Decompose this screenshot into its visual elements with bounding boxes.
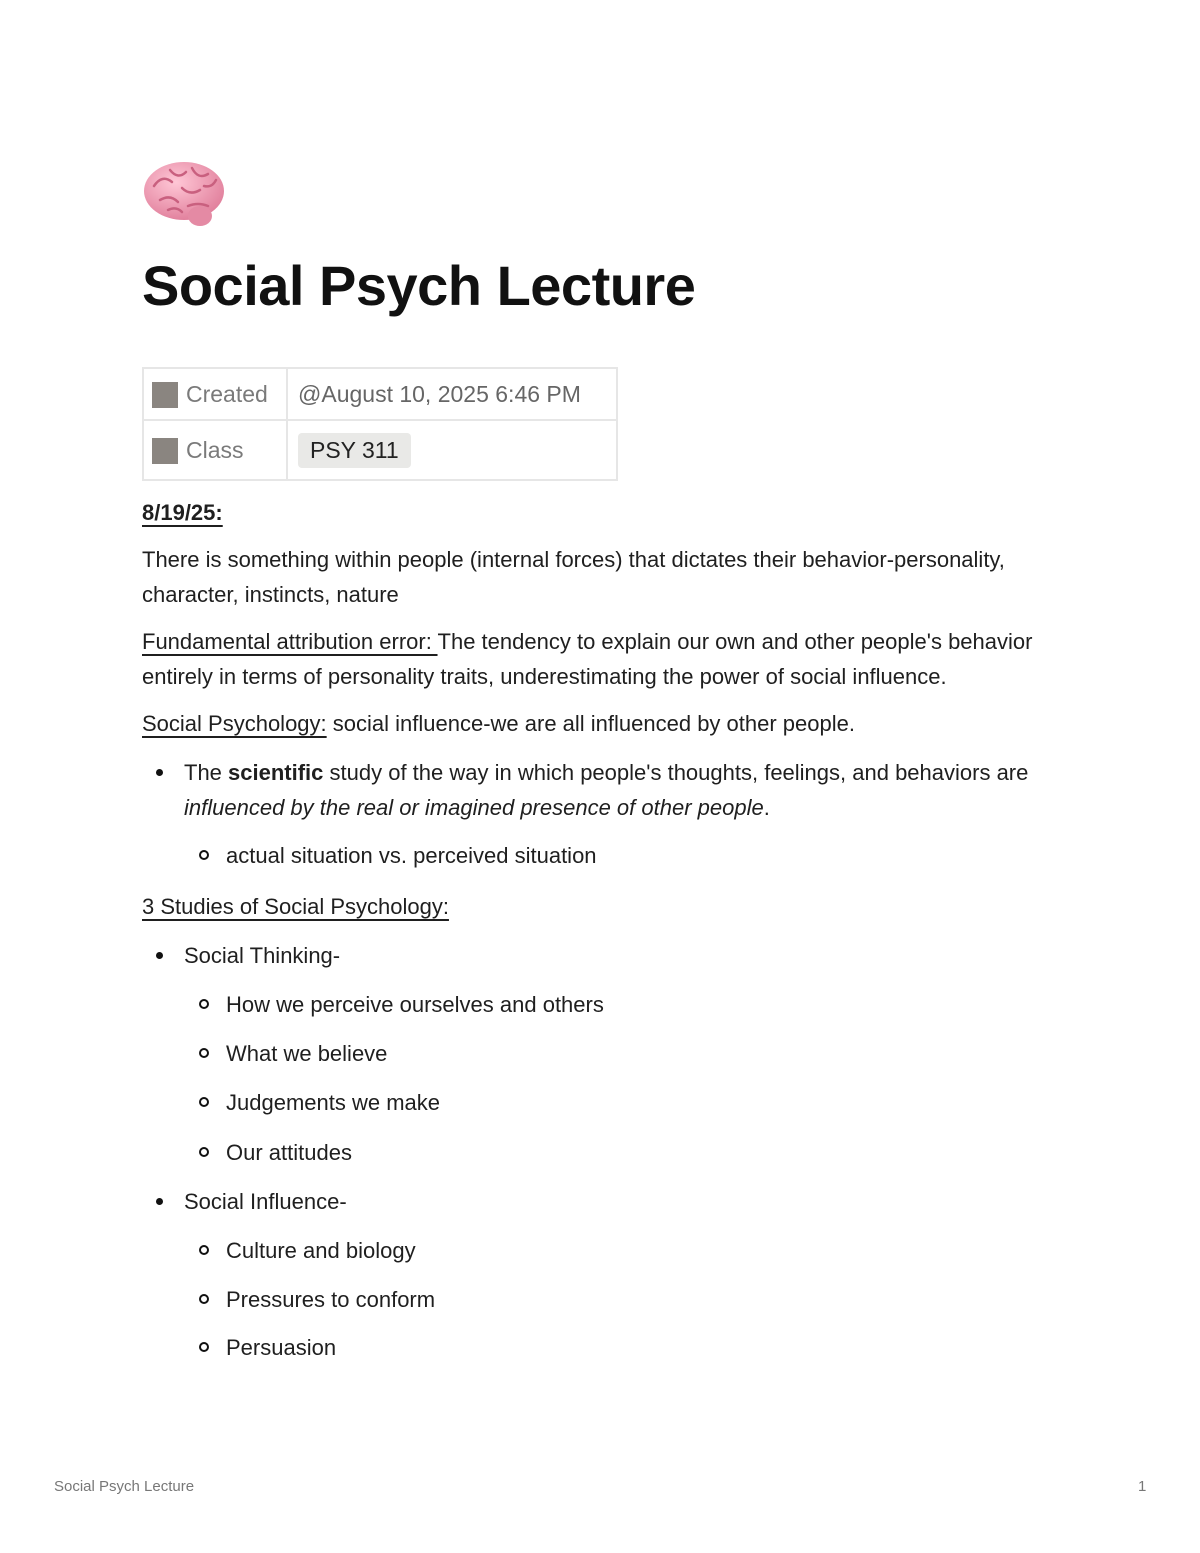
- property-key: Class: [143, 420, 287, 480]
- list-item: Judgements we make: [142, 1085, 1082, 1120]
- list-item: What we believe: [142, 1036, 1082, 1071]
- property-row-class: [143, 420, 617, 480]
- list-item: actual situation vs. perceived situation: [142, 838, 1082, 873]
- note-content: [142, 495, 1082, 1365]
- property-type-icon: [152, 382, 178, 408]
- properties-table: [142, 367, 618, 481]
- sp-definition: social influence-we are all influenced by other people.: [326, 711, 855, 736]
- page-number: 1: [1138, 1478, 1147, 1495]
- page-title: Social Psych Lecture: [142, 254, 696, 317]
- studies-heading: 3 Studies of Social Psychology:: [142, 894, 449, 919]
- list-item: Our attitudes: [142, 1135, 1082, 1170]
- property-value-class[interactable]: [287, 420, 617, 480]
- fae-term: Fundamental attribution error:: [142, 629, 438, 654]
- property-row-created: [143, 368, 617, 420]
- studies-list: [142, 938, 1082, 1365]
- list-item: How we perceive ourselves and others: [142, 987, 1082, 1022]
- sp-list: [142, 755, 1082, 873]
- list-item: Culture and biology: [142, 1233, 1082, 1268]
- brain-icon: [142, 158, 226, 234]
- sp-term: Social Psychology:: [142, 711, 327, 736]
- list-item: Social Thinking-: [142, 938, 1082, 973]
- list-item: Social Influence-: [142, 1184, 1082, 1219]
- date-heading: 8/19/25:: [142, 500, 223, 525]
- footer-title: Social Psych Lecture: [54, 1478, 195, 1495]
- fae-definition: The tendency to explain our own and other people's behavior entirely in terms of personality traits, underestimating the power of social influence.: [142, 629, 1033, 689]
- property-key: Created: [143, 368, 287, 420]
- property-value-created[interactable]: @August 10, 2025 6:46 PM: [287, 368, 617, 420]
- list-item: Pressures to conform: [142, 1282, 1082, 1317]
- intro-paragraph: There is something within people (internal forces) that dictates their behavior-personality, character, instincts, nature: [142, 547, 1005, 607]
- list-item: Persuasion: [142, 1330, 1082, 1365]
- fae-paragraph: [142, 624, 1082, 694]
- sp-paragraph: [142, 706, 1082, 741]
- list-item: The scientific study of the way in which people's thoughts, feelings, and behaviors are influenced by the real or imagined presence of other people.: [142, 755, 1082, 825]
- class-tag[interactable]: PSY 311: [298, 433, 411, 468]
- property-type-icon: [152, 438, 178, 464]
